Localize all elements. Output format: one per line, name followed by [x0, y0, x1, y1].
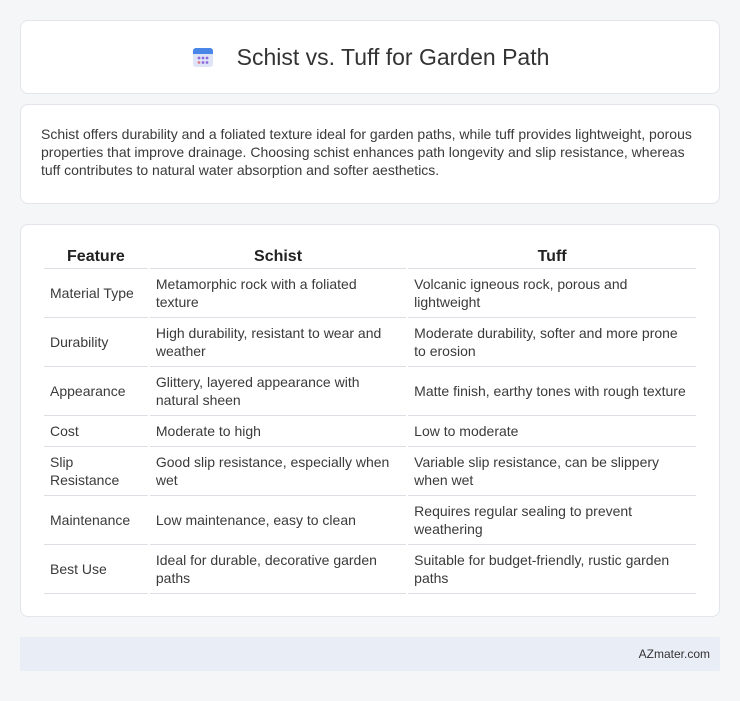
tuff-cell: Suitable for budget-friendly, rustic garden paths: [408, 545, 696, 594]
feature-cell: Slip Resistance: [44, 447, 148, 496]
table-row: [44, 269, 696, 318]
table-row: [44, 416, 696, 447]
tuff-cell: Matte finish, earthy tones with rough texture: [408, 367, 696, 416]
feature-cell: Durability: [44, 318, 148, 367]
feature-cell: Appearance: [44, 367, 148, 416]
table-row: [44, 318, 696, 367]
schist-cell: Low maintenance, easy to clean: [150, 496, 406, 545]
footer-brand: AZmater.com: [638, 647, 710, 661]
header-schist: Schist: [150, 243, 406, 269]
table-row: [44, 545, 696, 594]
table-header-row: [44, 243, 696, 269]
feature-cell: Best Use: [44, 545, 148, 594]
table-row: [44, 496, 696, 545]
tuff-cell: Moderate durability, softer and more prone to erosion: [408, 318, 696, 367]
feature-cell: Material Type: [44, 269, 148, 318]
schist-cell: High durability, resistant to wear and weather: [150, 318, 406, 367]
schist-cell: Metamorphic rock with a foliated texture: [150, 269, 406, 318]
comparison-table: [42, 243, 698, 594]
header-card: [20, 20, 720, 94]
tuff-cell: Requires regular sealing to prevent weathering: [408, 496, 696, 545]
table-row: [44, 367, 696, 416]
calendar-icon: [191, 45, 215, 69]
footer-bar: [20, 637, 720, 671]
header-feature: Feature: [44, 243, 148, 269]
tuff-cell: Low to moderate: [408, 416, 696, 447]
schist-cell: Ideal for durable, decorative garden paths: [150, 545, 406, 594]
table-row: [44, 447, 696, 496]
schist-cell: Good slip resistance, especially when wet: [150, 447, 406, 496]
schist-cell: Moderate to high: [150, 416, 406, 447]
feature-cell: Cost: [44, 416, 148, 447]
feature-cell: Maintenance: [44, 496, 148, 545]
tuff-cell: Volcanic igneous rock, porous and lightweight: [408, 269, 696, 318]
table-card: [20, 224, 720, 617]
header-tuff: Tuff: [408, 243, 696, 269]
title-wrap: [191, 44, 550, 71]
schist-cell: Glittery, layered appearance with natural sheen: [150, 367, 406, 416]
page-title: Schist vs. Tuff for Garden Path: [236, 43, 550, 70]
summary-card: [20, 104, 720, 204]
tuff-cell: Variable slip resistance, can be slippery when wet: [408, 447, 696, 496]
summary-text: Schist offers durability and a foliated texture ideal for garden paths, while tuff provides lightweight, porous properties that improve drainage. Choosing schist enhances path longevity and slip resistance, whereas tuff contributes to natural water absorption and softer aesthetics.: [41, 126, 692, 178]
